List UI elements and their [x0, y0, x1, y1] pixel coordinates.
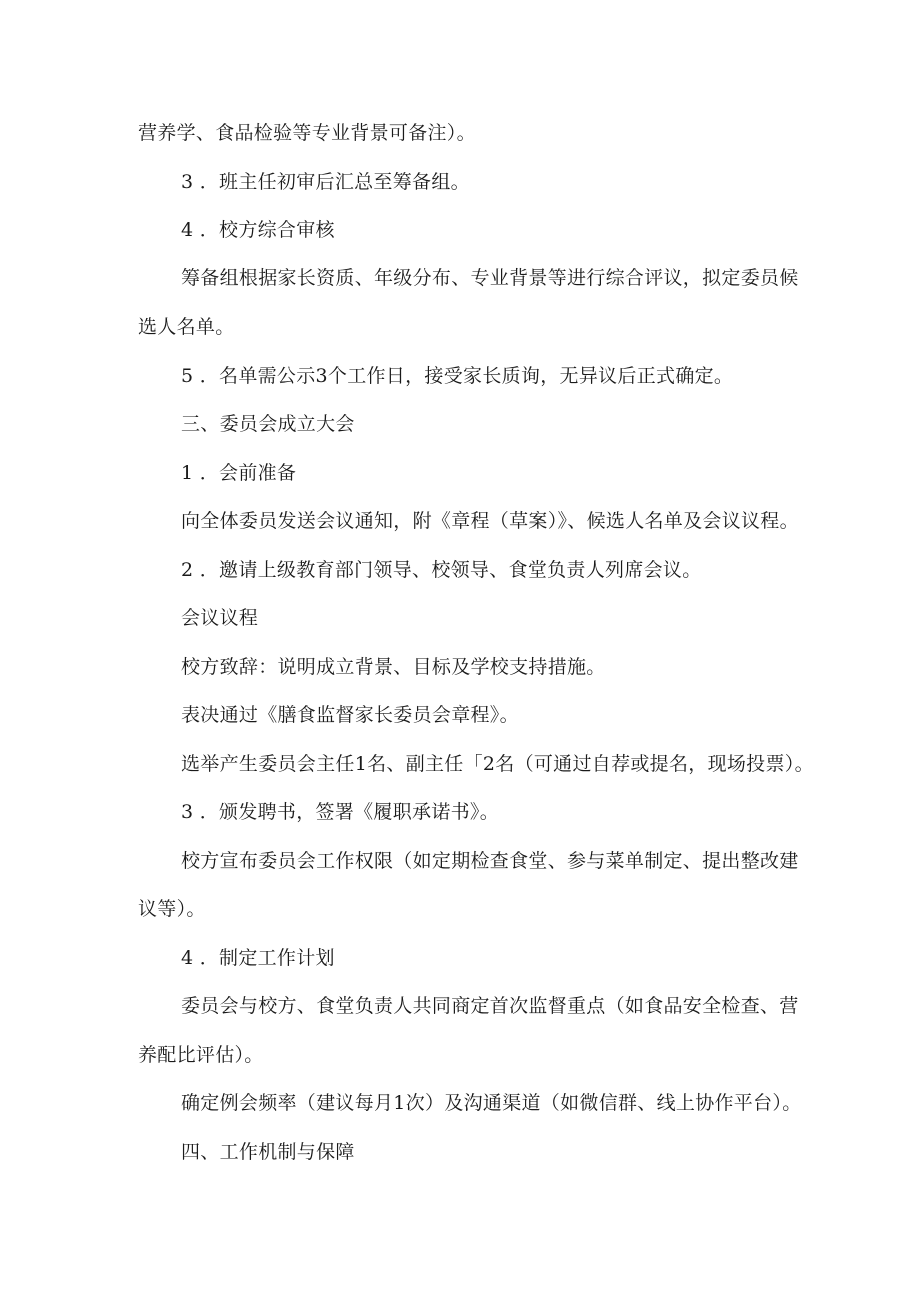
paragraph-line: 委员会与校方、食堂负责人共同商定首次监督重点（如食品安全检查、营	[181, 995, 799, 1017]
paragraph-line: 养配比评估）。	[138, 1044, 264, 1066]
section-heading: 四、工作机制与保障	[181, 1141, 355, 1163]
list-item-3: 3 ．班主任初审后汇总至筹备组。	[181, 171, 470, 193]
list-item-1: 1 ．会前准备	[181, 462, 297, 484]
list-item-2: 2 ．邀请上级教育部门领导、校领导、食堂负责人列席会议。	[181, 559, 702, 581]
list-item-4: 4 ．校方综合审核	[181, 219, 335, 241]
paragraph-line: 校方宣布委员会工作权限（如定期检查食堂、参与菜单制定、提出整改建	[181, 850, 799, 872]
paragraph-line: 表决通过《膳食监督家长委员会章程》。	[181, 704, 519, 726]
text-line: 营养学、食品检验等专业背景可备注）。	[138, 122, 476, 144]
list-item-3: 3 ．颁发聘书，签署《履职承诺书》。	[181, 801, 500, 823]
paragraph-line: 确定例会频率（建议每月1次）及沟通渠道（如微信群、线上协作平台）。	[181, 1092, 802, 1114]
section-heading: 三、委员会成立大会	[181, 413, 355, 435]
paragraph-line: 校方致辞：说明成立背景、目标及学校支持措施。	[181, 656, 606, 678]
list-item-4: 4 ．制定工作计划	[181, 947, 335, 969]
paragraph-line: 向全体委员发送会议通知，附《章程（草案）》、候选人名单及会议议程。	[181, 510, 799, 532]
paragraph-line: 选人名单。	[138, 316, 235, 338]
paragraph-line: 选举产生委员会主任1名、副主任「2名（可通过自荐或提名，现场投票）。	[181, 753, 814, 775]
paragraph-line: 议等）。	[138, 898, 206, 920]
paragraph-line: 筹备组根据家长资质、年级分布、专业背景等进行综合评议，拟定委员候	[181, 267, 799, 289]
subheading: 会议议程	[181, 607, 259, 629]
list-item-5: 5 ．名单需公示3个工作日，接受家长质询，无异议后正式确定。	[181, 365, 734, 387]
